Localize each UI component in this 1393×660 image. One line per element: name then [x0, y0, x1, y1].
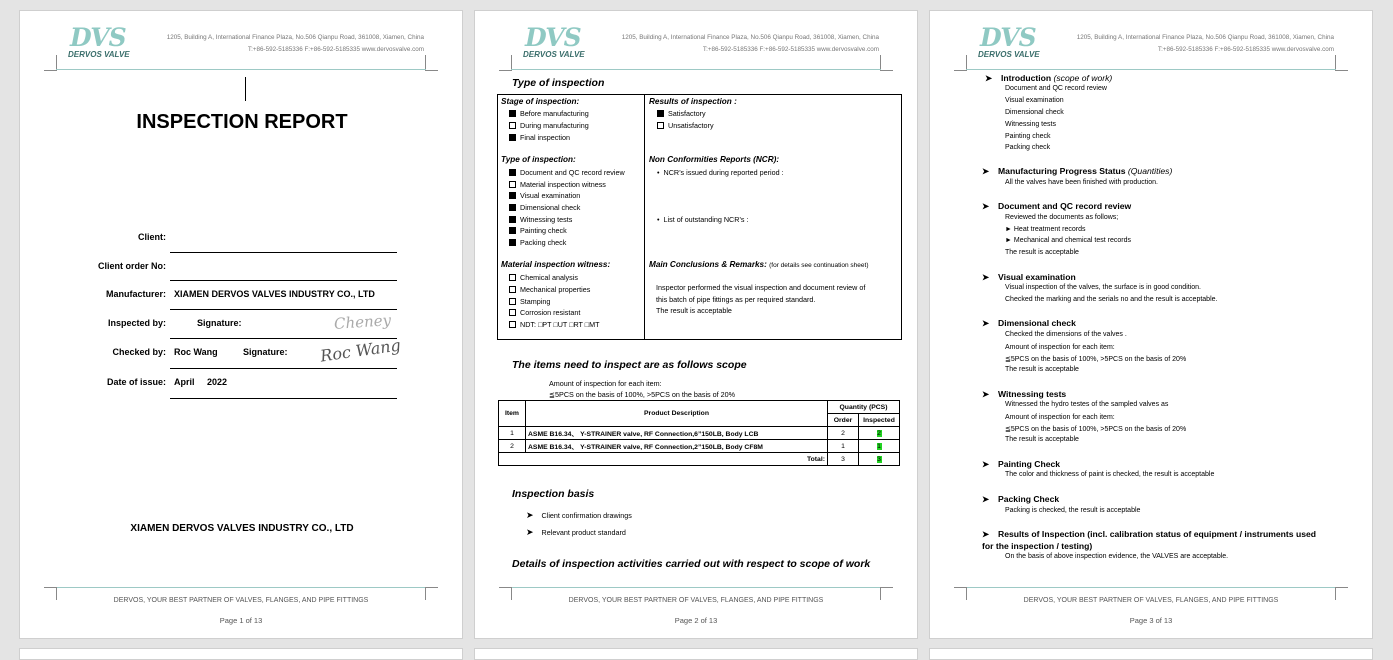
type-item-label: Packing check	[520, 238, 567, 247]
results-heading: Results of inspection :	[649, 97, 737, 106]
progress-heading[interactable]	[982, 166, 1173, 176]
logo-mark: DVS	[980, 23, 1036, 52]
material-item[interactable]	[509, 285, 590, 294]
progress-text: All the valves have been finished with production.	[1005, 179, 1158, 186]
main-conclusions-label: Main Conclusions & Remarks:	[649, 260, 767, 269]
heading-label: Witnessing tests	[998, 389, 1067, 399]
wit-result: The result is acceptable	[1005, 436, 1079, 443]
visual-text: Visual inspection of the valves, the surface is in good condition.	[1005, 284, 1201, 291]
type-item[interactable]	[509, 226, 567, 235]
col-item: Item	[499, 401, 526, 427]
wit-text: Witnessed the hydro testes of the sampled valves as	[1005, 401, 1169, 408]
details-heading[interactable]: Details of inspection activities carried out with respect to scope of work	[512, 558, 871, 570]
signature-label: Signature:	[197, 318, 242, 328]
inspection-summary-box	[497, 94, 902, 340]
cell-order: 1	[828, 440, 859, 453]
material-item-label: Chemical analysis	[520, 273, 578, 282]
logo-mark: DVS	[70, 23, 126, 52]
checkbox[interactable]	[509, 321, 516, 328]
material-item[interactable]	[509, 273, 578, 282]
header-contact: T:+86-592-5185336 F:+86-592-5185335 www.dervosvalve.com	[247, 46, 424, 53]
checkbox[interactable]	[509, 227, 516, 234]
page-number: Page 1 of 13	[219, 616, 263, 625]
dervos-logo	[519, 23, 591, 63]
arrow-bullet-icon: ➤	[982, 318, 990, 328]
total-inspected	[859, 453, 900, 466]
checkbox[interactable]	[509, 204, 516, 211]
header-rule	[56, 69, 426, 70]
col-qty: Quantity (PCS)	[828, 401, 900, 414]
arrow-bullet-icon: ➤	[982, 529, 990, 539]
material-item-label: Mechanical properties	[520, 285, 591, 294]
type-item[interactable]	[509, 180, 606, 189]
date-value[interactable]: April 2022	[174, 377, 228, 387]
cell-inspected	[859, 440, 900, 453]
stage-item-label: Before manufacturing	[520, 109, 589, 118]
checkbox[interactable]	[509, 134, 516, 141]
inspected-by-label: Inspected by:	[107, 318, 166, 328]
material-item[interactable]	[509, 308, 580, 317]
type-item-label: Material inspection witness	[520, 180, 606, 189]
checkbox[interactable]	[509, 309, 516, 316]
client-order-line[interactable]	[170, 280, 397, 281]
checkbox[interactable]	[657, 122, 664, 129]
col-order: Order	[828, 414, 859, 427]
heading-italic-label: (Quantities)	[1127, 166, 1173, 176]
highlighted-value: 3	[877, 455, 881, 463]
stage-heading: Stage of inspection:	[501, 97, 580, 106]
type-of-inspection-heading[interactable]: Type of inspection	[512, 77, 605, 89]
footer-slogan: DERVOS, YOUR BEST PARTNER OF VALVES, FLANGES, AND PIPE FITTINGS	[113, 597, 369, 604]
footer-rule	[56, 587, 426, 588]
intro-item: Packing check	[1005, 144, 1051, 151]
arrow-bullet-icon: ➤	[982, 459, 990, 469]
table-total-row[interactable]	[499, 453, 900, 466]
type-sub-heading: Type of inspection:	[501, 155, 576, 164]
checkbox[interactable]	[509, 239, 516, 246]
doc-review-heading[interactable]	[982, 201, 1132, 211]
doc-result: The result is acceptable	[1005, 249, 1079, 256]
dim-text: ≦5PCS on the basis of 100%, >5PCS on the basis of 20%	[1005, 356, 1187, 363]
cell-item: 2	[499, 440, 526, 453]
heading-label: Packing Check	[998, 494, 1060, 504]
page-2	[474, 10, 918, 639]
witnessing-heading[interactable]	[982, 389, 1067, 399]
visual-heading[interactable]	[982, 272, 1076, 282]
date-label: Date of issue:	[106, 377, 166, 387]
heading-italic-label: (scope of work)	[1053, 73, 1113, 83]
results-heading[interactable]	[982, 529, 1317, 539]
footer-rule	[966, 587, 1336, 588]
text-cursor	[245, 77, 246, 101]
total-order: 3	[828, 453, 859, 466]
header-address: 1205, Building A, International Finance Plaza, No.506 Qianpu Road, 361008, Xiamen, China	[166, 34, 424, 41]
manufacturer-line	[170, 309, 397, 310]
type-item[interactable]	[509, 168, 625, 177]
doc-item: ► Heat treatment records	[1005, 226, 1086, 233]
material-item-label: Stamping	[520, 297, 551, 306]
col-inspected: Inspected	[859, 414, 900, 427]
header-address-block	[622, 32, 879, 56]
header-rule	[966, 69, 1336, 70]
stage-item[interactable]	[509, 109, 589, 118]
type-item-label: Witnessing tests	[520, 215, 573, 224]
arrow-bullet-icon: ➤	[982, 166, 990, 176]
crop-mark	[1335, 55, 1348, 71]
logo-name: DERVOS VALVE	[523, 50, 585, 59]
amount-line: Amount of inspection for each item:	[549, 379, 662, 388]
results-heading-cont: for the inspection / testing)	[982, 541, 1093, 551]
header-rule	[511, 69, 881, 70]
checkbox[interactable]	[509, 216, 516, 223]
client-label: Client:	[138, 232, 166, 242]
table-row[interactable]	[499, 440, 900, 453]
introduction-heading[interactable]	[985, 73, 1113, 83]
main-conclusions-heading	[649, 260, 869, 269]
conclusion-line[interactable]: The result is acceptable	[656, 306, 732, 315]
page-number: Page 2 of 13	[674, 616, 718, 625]
results-item[interactable]	[657, 109, 706, 118]
items-heading[interactable]: The items need to inspect are as follows scope	[512, 359, 747, 371]
material-item[interactable]	[509, 320, 600, 329]
col-desc: Product Description	[526, 401, 828, 427]
page-number: Page 3 of 13	[1129, 616, 1173, 625]
wit-text: Amount of inspection for each item:	[1005, 414, 1115, 421]
date-line	[170, 398, 397, 399]
stage-item-label: Final inspection	[520, 133, 570, 142]
header-address-block	[167, 32, 424, 56]
arrow-bullet-icon: ➤	[982, 494, 990, 504]
header-address: 1205, Building A, International Finance Plaza, No.506 Qianpu Road, 361008, Xiamen, China	[621, 34, 879, 41]
footer-rule	[511, 587, 881, 588]
checked-by-label: Checked by:	[112, 347, 166, 357]
material-item[interactable]	[509, 297, 550, 306]
dim-text: Checked the dimensions of the valves .	[1005, 331, 1127, 338]
ncr-item[interactable]: • List of outstanding NCR’s :	[657, 215, 749, 224]
heading-label: Manufacturing Progress Status	[998, 166, 1126, 176]
arrow-bullet-icon: ➤	[982, 389, 990, 399]
basis-item[interactable]	[526, 510, 632, 521]
conclusion-line[interactable]: Inspector performed the visual inspection and document review of	[656, 283, 866, 292]
material-item-label: Corrosion resistant	[520, 308, 581, 317]
main-conclusions-note: (for details see continuation sheet)	[769, 262, 869, 269]
dim-result: The result is acceptable	[1005, 366, 1079, 373]
ncr-item[interactable]: • NCR’s issued during reported period :	[657, 168, 784, 177]
page-4-edge	[19, 648, 463, 660]
crop-mark	[425, 55, 438, 71]
inspected-by-line	[170, 338, 397, 339]
packing-heading[interactable]	[982, 494, 1060, 504]
footer-slogan: DERVOS, YOUR BEST PARTNER OF VALVES, FLANGES, AND PIPE FITTINGS	[1023, 597, 1279, 604]
doc-item: ► Mechanical and chemical test records	[1005, 237, 1131, 244]
amount-rule: ≦5PCS on the basis of 100%, >5PCS on the basis of 20%	[549, 390, 736, 399]
heading-label: Painting Check	[998, 459, 1061, 469]
cell-item: 1	[499, 427, 526, 440]
stage-item[interactable]	[509, 121, 589, 130]
results-item[interactable]	[657, 121, 714, 130]
arrow-bullet-icon: ➤	[982, 272, 990, 282]
highlighted-value: 2	[877, 429, 881, 437]
intro-item: Dimensional check	[1005, 109, 1064, 116]
checkbox[interactable]	[509, 192, 516, 199]
ncr-item-label: NCR’s issued during reported period :	[663, 168, 784, 177]
painting-heading[interactable]	[982, 459, 1061, 469]
cell-inspected	[859, 427, 900, 440]
table-row[interactable]	[499, 427, 900, 440]
stage-item-label: During manufacturing	[520, 121, 589, 130]
intro-item: Witnessing tests	[1005, 121, 1056, 128]
cell-desc: ASME B16.34、 Y-STRAINER valve, RF Connection,6”150LB, Body LCB	[526, 427, 828, 440]
basis-item-label: Client confirmation drawings	[541, 511, 632, 520]
crop-mark	[880, 55, 893, 71]
arrow-bullet-icon: ➤	[526, 510, 534, 520]
intro-item: Document and QC record review	[1005, 85, 1107, 92]
results-item-label: Satisfactory	[668, 109, 706, 118]
signature-label: Signature:	[243, 347, 288, 357]
intro-item: Painting check	[1005, 133, 1051, 140]
basis-heading[interactable]: Inspection basis	[512, 488, 595, 500]
checkbox[interactable]	[509, 169, 516, 176]
header-address-block	[1077, 32, 1334, 56]
footer-slogan: DERVOS, YOUR BEST PARTNER OF VALVES, FLANGES, AND PIPE FITTINGS	[568, 597, 824, 604]
type-item[interactable]	[509, 215, 572, 224]
dimensional-heading[interactable]	[982, 318, 1076, 328]
column-divider	[644, 95, 645, 339]
page-3	[929, 10, 1373, 639]
type-item-label: Dimensional check	[520, 203, 581, 212]
dervos-logo	[64, 23, 136, 63]
logo-name: DERVOS VALVE	[68, 50, 130, 59]
table-header-row	[499, 401, 900, 414]
page-5-edge	[474, 648, 918, 660]
type-item[interactable]	[509, 203, 580, 212]
basis-item-label: Relevant product standard	[541, 528, 626, 537]
signature-image-roc-wang: Roc Wang	[319, 335, 402, 366]
type-item[interactable]	[509, 191, 580, 200]
header-contact: T:+86-592-5185336 F:+86-592-5185335 www.dervosvalve.com	[702, 46, 879, 53]
arrow-bullet-icon: ➤	[985, 73, 993, 83]
dim-text: Amount of inspection for each item:	[1005, 344, 1115, 351]
arrow-bullet-icon: ➤	[526, 527, 534, 537]
total-label: Total:	[499, 453, 828, 466]
checkbox[interactable]	[657, 110, 664, 117]
manufacturer-value[interactable]: XIAMEN DERVOS VALVES INDUSTRY CO., LTD	[174, 289, 375, 299]
type-item-label: Painting check	[520, 226, 567, 235]
type-item-label: Document and QC record review	[520, 168, 625, 177]
items-table	[498, 400, 900, 466]
visual-text: Checked the marking and the serials no and the result is acceptable.	[1005, 296, 1218, 303]
basis-item[interactable]	[526, 527, 626, 538]
cell-order: 2	[828, 427, 859, 440]
logo-mark: DVS	[525, 23, 581, 52]
material-witness-heading: Material inspection witness:	[501, 260, 611, 269]
checkbox[interactable]	[509, 181, 516, 188]
ncr-heading: Non Conformities Reports (NCR):	[649, 155, 780, 164]
page-1	[19, 10, 463, 639]
type-item-label: Visual examination	[520, 191, 581, 200]
doc-text: Reviewed the documents as follows;	[1005, 214, 1119, 221]
paint-text: The color and thickness of paint is checked, the result is acceptable	[1005, 471, 1215, 478]
heading-label: Dimensional check	[998, 318, 1076, 328]
header-contact: T:+86-592-5185336 F:+86-592-5185335 www.dervosvalve.com	[1157, 46, 1334, 53]
checkbox[interactable]	[509, 298, 516, 305]
dervos-logo	[974, 23, 1046, 63]
heading-label: Results of Inspection (incl. calibration status of equipment / instruments used	[998, 529, 1317, 539]
wit-text: ≦5PCS on the basis of 100%, >5PCS on the basis of 20%	[1005, 426, 1187, 433]
material-item-label: NDT: □PT □UT □RT □MT	[520, 320, 600, 329]
checked-by-line	[170, 368, 397, 369]
pack-text: Packing is checked, the result is acceptable	[1005, 507, 1141, 514]
signature-image-cheney: Cheney	[333, 311, 392, 333]
checkbox[interactable]	[509, 122, 516, 129]
report-title[interactable]: INSPECTION REPORT	[136, 111, 348, 133]
type-item[interactable]	[509, 238, 566, 247]
highlighted-value: 1	[877, 442, 881, 450]
stage-item[interactable]	[509, 133, 570, 142]
manufacturer-label: Manufacturer:	[105, 289, 166, 299]
company-name: XIAMEN DERVOS VALVES INDUSTRY CO., LTD	[130, 523, 354, 534]
checked-by-value[interactable]: Roc Wang	[174, 347, 218, 357]
header-address: 1205, Building A, International Finance Plaza, No.506 Qianpu Road, 361008, Xiamen, China	[1076, 34, 1334, 41]
heading-label: Document and QC record review	[998, 201, 1132, 211]
results-text: On the basis of above inspection evidence, the VALVES are acceptable.	[1005, 553, 1229, 560]
arrow-bullet-icon: ➤	[982, 201, 990, 211]
intro-item: Visual examination	[1005, 97, 1064, 104]
client-order-label: Client order No:	[97, 261, 166, 271]
cell-desc: ASME B16.34、 Y-STRAINER valve, RF Connection,2”150LB, Body CF8M	[526, 440, 828, 453]
checkbox[interactable]	[509, 274, 516, 281]
checkbox[interactable]	[509, 286, 516, 293]
checkbox[interactable]	[509, 110, 516, 117]
conclusion-line[interactable]: this batch of pipe fittings as per required standard.	[656, 295, 816, 304]
results-item-label: Unsatisfactory	[668, 121, 714, 130]
ncr-item-label: List of outstanding NCR’s :	[663, 215, 749, 224]
client-line[interactable]	[170, 252, 397, 253]
heading-label: Visual examination	[998, 272, 1076, 282]
logo-name: DERVOS VALVE	[978, 50, 1040, 59]
heading-label: Introduction	[1001, 73, 1052, 83]
page-6-edge	[929, 648, 1373, 660]
